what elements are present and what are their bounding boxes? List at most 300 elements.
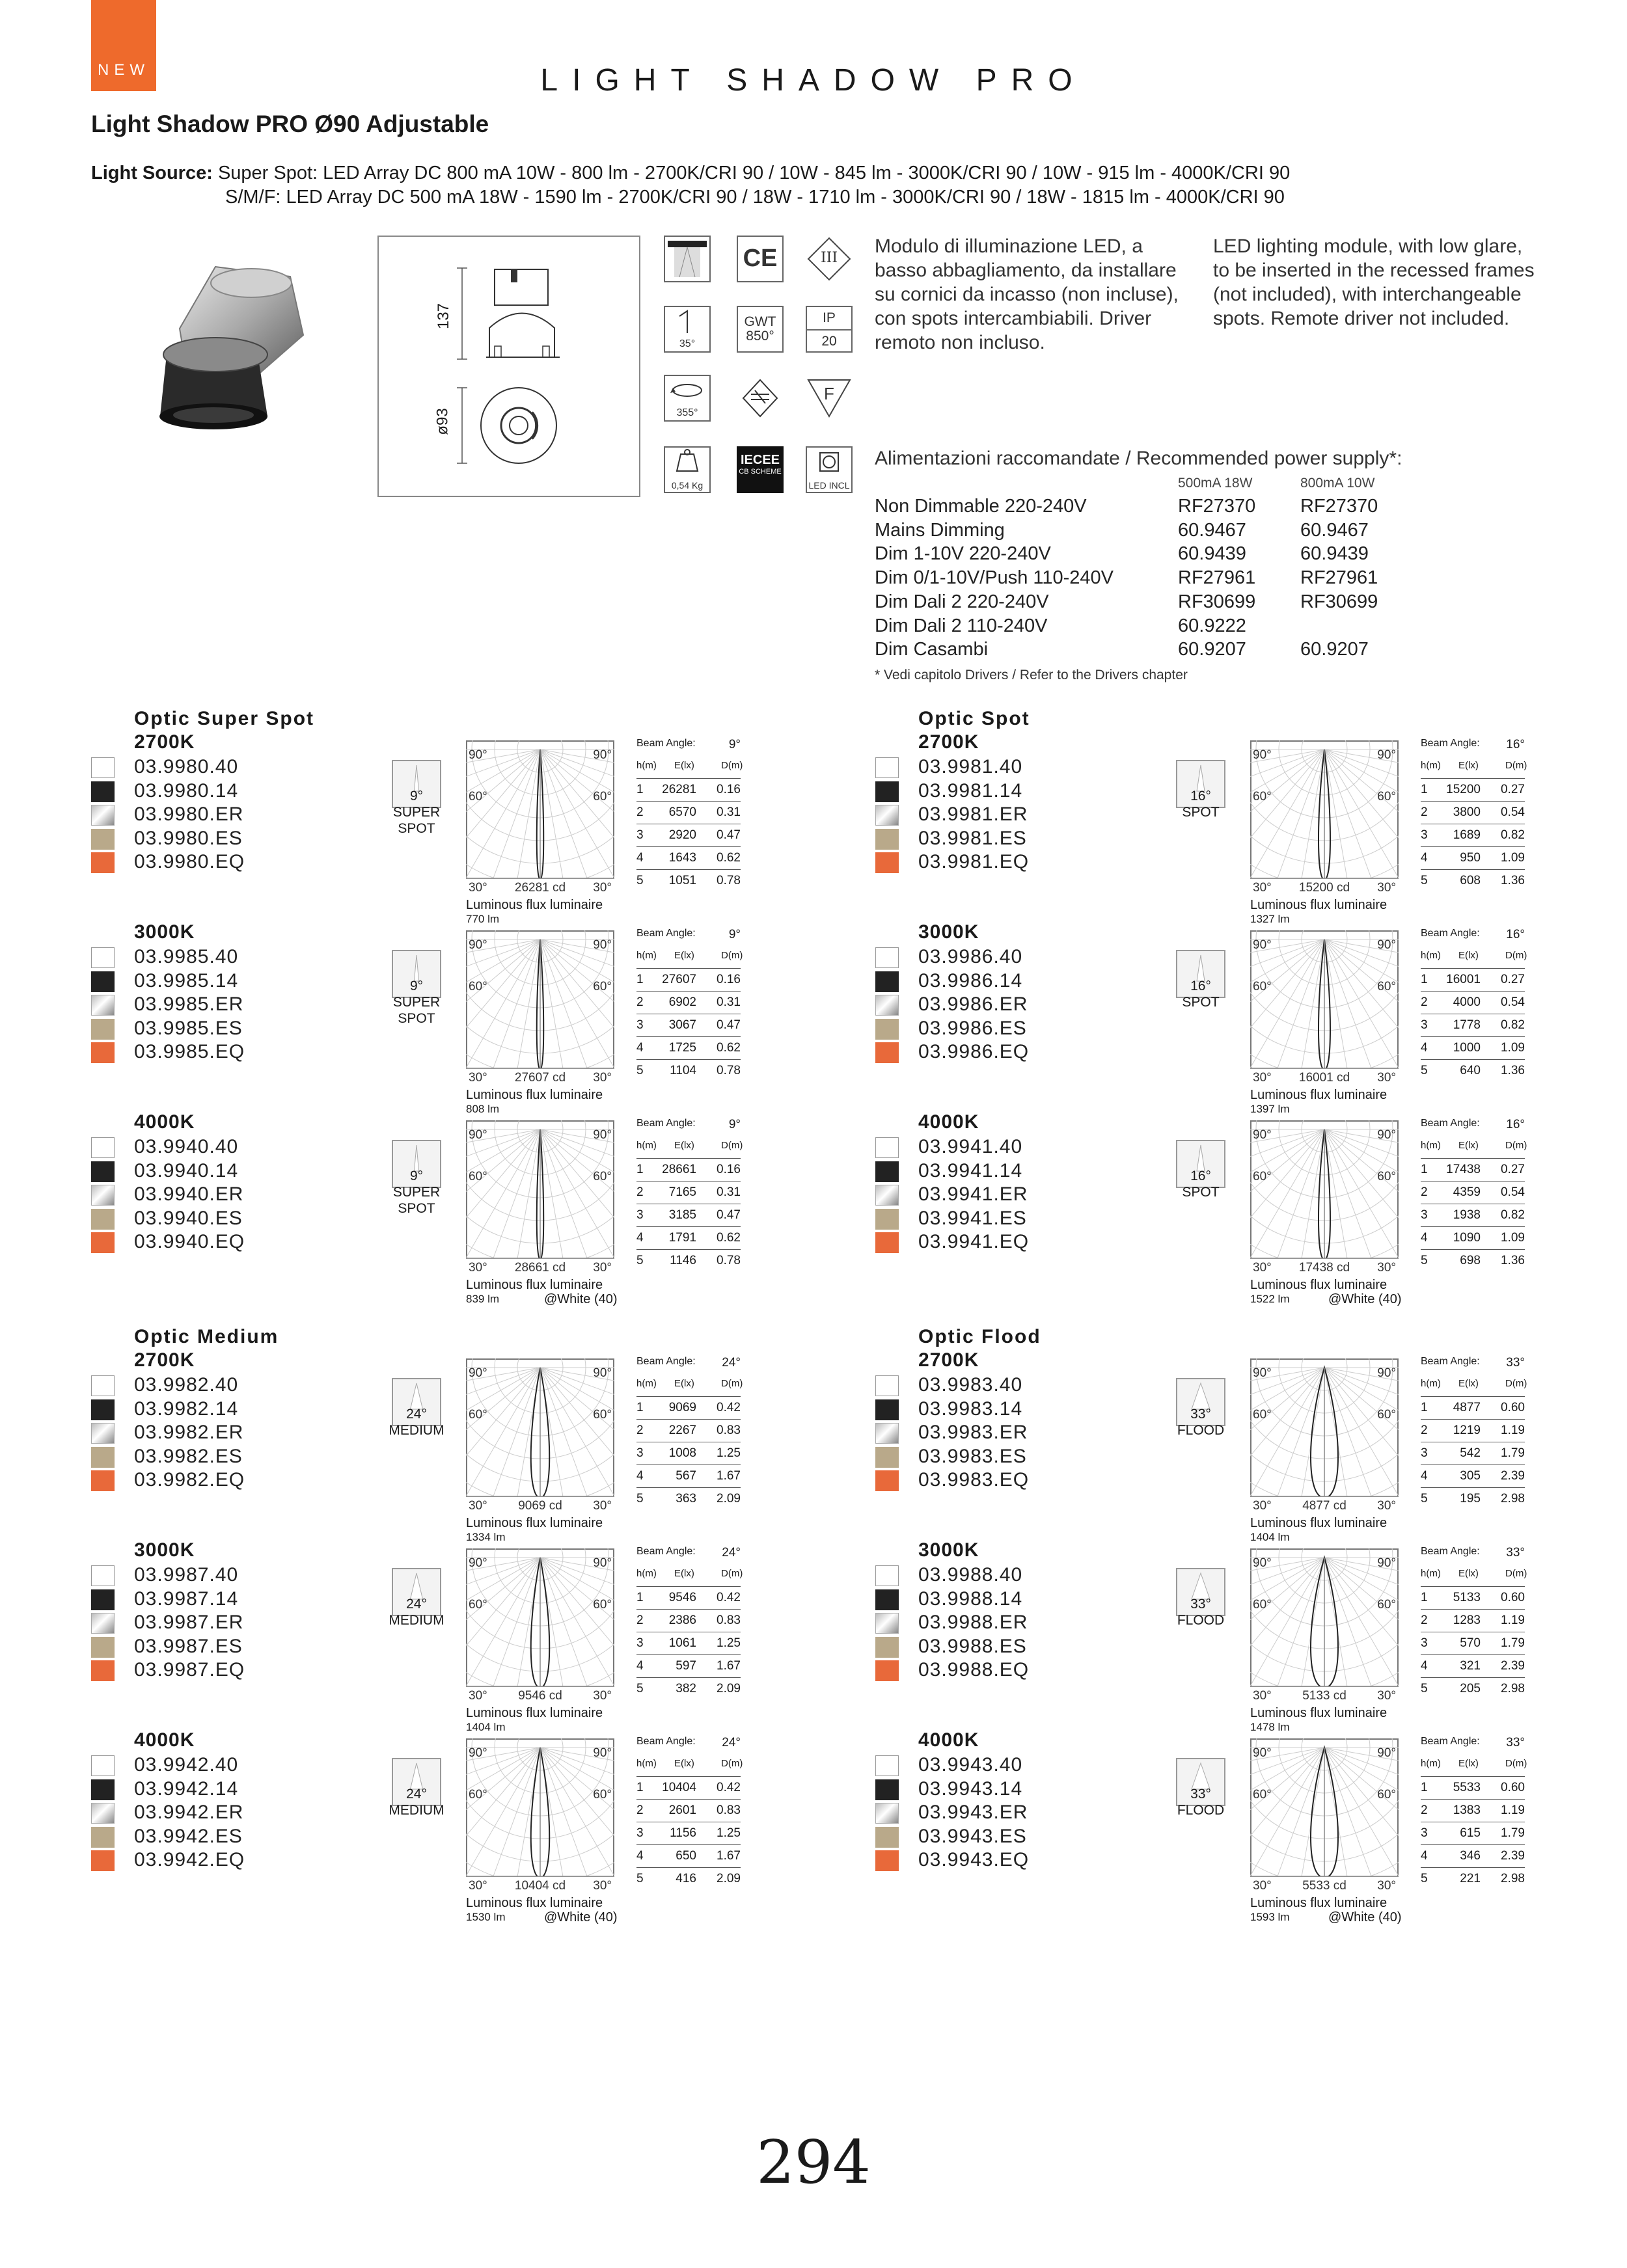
table-cell: 1 [1421,1591,1428,1604]
power-supply-type: Dim 0/1-10V/Push 110-240V [875,567,1114,589]
beam-angle-value: 24° [406,1787,427,1802]
table-cell: 2 [1421,1185,1428,1199]
polar-angle-label: 90° [1377,1556,1396,1570]
table-cell: 2 [1421,1613,1428,1627]
illuminance-table [1421,734,1525,892]
finish-swatch-chrome [91,1803,115,1824]
table-cell: 1.09 [1501,1231,1525,1245]
table-cell: 4 [636,1231,644,1245]
table-cell: 0.31 [717,1185,741,1199]
polar-angle-label: 60° [469,790,487,803]
article-code: 03.9940.ES [134,1207,243,1229]
finish-swatch-chrome [875,1185,899,1206]
table-cell: 0.60 [1501,1781,1525,1794]
beam-angle-value: 33° [1506,1356,1525,1370]
illuminance-table [636,1542,741,1700]
article-code: 03.9941.ER [918,1183,1028,1205]
table-header-cell: E(lx) [1458,1568,1479,1579]
table-row [1421,1610,1525,1632]
beam-angle-row [636,1732,741,1754]
table-row [636,1678,741,1700]
table-header-cell: D(m) [1505,1568,1527,1579]
finish-swatch-black [875,971,899,992]
table-row [636,1845,741,1868]
table-cell: 2.98 [1501,1492,1525,1505]
peak-intensity-label: 26281 cd [514,881,566,895]
color-temperature: 4000K [918,1111,979,1133]
table-cell: 1283 [1453,1613,1481,1627]
article-code: 03.9985.40 [134,946,239,967]
table-row [636,1655,741,1678]
polar-angle-label: 30° [469,1689,487,1703]
table-header-cell: D(m) [1505,1758,1527,1769]
peak-intensity-label: 28661 cd [514,1261,566,1275]
beam-angle-label: Beam Angle: [636,1546,696,1557]
table-row [636,1037,741,1060]
luminous-flux [1250,1706,1387,1735]
finish-swatch-orange [875,1042,899,1063]
table-cell: 2.39 [1501,1849,1525,1863]
finish-swatch-gold [875,1209,899,1230]
table-row [1421,969,1525,992]
polar-diagram [1250,1738,1399,1893]
power-supply-code: 60.9207 [1178,639,1246,660]
polar-angle-label: 60° [1377,1408,1396,1422]
led-included-label: LED INCL [808,480,850,491]
luminous-flux-value: 770 lm [466,913,500,925]
luminous-flux-value: 1522 lm [1250,1293,1290,1305]
luminous-flux-label: Luminous flux luminaire [466,898,603,912]
polar-angle-label: 30° [469,1261,487,1275]
table-cell: 567 [676,1469,696,1483]
peak-intensity-label: 5533 cd [1302,1879,1347,1893]
table-cell: 0.78 [717,874,741,887]
polar-angle-label: 30° [1377,1499,1396,1513]
finish-swatch-orange [91,1850,115,1871]
table-row [636,1250,741,1272]
table-cell: 1.79 [1501,1636,1525,1650]
table-cell: 2 [636,995,644,1009]
table-row [636,1420,741,1442]
luminous-flux-value: 1327 lm [1250,913,1290,925]
article-code: 03.9940.ER [134,1183,244,1205]
table-row [1421,802,1525,824]
table-cell: 615 [1460,1826,1481,1840]
finish-swatch-gold [91,1827,115,1848]
article-code: 03.9985.14 [134,969,239,992]
table-row [636,1587,741,1610]
table-cell: 2267 [668,1424,696,1437]
power-supply-type: Dim Dali 2 220-240V [875,591,1049,612]
table-cell: 1725 [668,1041,696,1055]
color-temperature: 2700K [918,731,979,753]
class-3-label: III [820,250,838,266]
beam-type-line-2: SPOT [398,1201,435,1216]
table-header-cell: D(m) [1505,1140,1527,1151]
finish-swatch-white [875,1137,899,1158]
article-code: 03.9942.40 [134,1754,239,1775]
peak-intensity-label: 17438 cd [1298,1261,1350,1275]
table-cell: 1090 [1453,1231,1481,1245]
table-cell: 1.36 [1501,1254,1525,1267]
light-source-text-2: S/M/F: LED Array DC 500 mA 18W - 1590 lm - 2700K/CRI 90 / 18W - 1710 lm - 3000K/CRI 90 / 18W - 1815 lm - 4000K/CRI 90 [225,187,1285,208]
table-row [1421,779,1525,802]
table-cell: 0.16 [717,783,741,796]
polar-angle-label: 90° [469,1366,487,1380]
beam-angle-icon [392,1140,441,1188]
peak-intensity-label: 10404 cd [514,1879,566,1893]
table-header-cell: h(m) [636,1378,657,1389]
beam-angle-value: 24° [722,1356,741,1370]
table-cell: 0.60 [1501,1591,1525,1604]
finish-swatch-gold [875,1447,899,1468]
article-code: 03.9983.ER [918,1422,1028,1443]
finish-swatch-chrome [875,995,899,1016]
table-cell: 28661 [662,1163,696,1176]
beam-type-label [377,994,456,1027]
table-cell: 1146 [670,1254,696,1267]
polar-angle-label: 30° [1253,1689,1272,1703]
table-row [636,1465,741,1488]
article-code: 03.9983.14 [918,1397,1023,1420]
beam-type-line-1: SUPER [392,805,441,820]
polar-angle-label: 30° [1253,1879,1272,1893]
table-header-row [636,1374,741,1397]
table-cell: 3067 [668,1018,696,1032]
polar-angle-label: 90° [469,1746,487,1760]
table-header-cell: D(m) [1505,950,1527,961]
height-dimension: 137 [435,303,453,330]
luminous-flux-label: Luminous flux luminaire [1250,1088,1388,1102]
table-cell: 4 [1421,1231,1428,1245]
table-header-cell: E(lx) [674,950,694,961]
beam-angle-icon [1176,950,1225,998]
finish-swatch-white [875,757,899,778]
beam-type-line-1: FLOOD [1177,1613,1225,1628]
table-cell: 205 [1460,1682,1481,1695]
power-supply-type: Dim Casambi [875,639,989,660]
article-code: 03.9942.ES [134,1825,243,1847]
table-cell: 3 [636,1018,644,1032]
polar-angle-label: 30° [469,1499,487,1513]
article-code: 03.9980.ES [134,827,243,849]
table-cell: 4 [1421,1659,1428,1673]
table-header-cell: h(m) [1421,1378,1441,1389]
rotation-symbol [664,375,711,422]
finish-swatch-white [875,1375,899,1396]
luminous-flux [1250,1516,1387,1545]
table-row [1421,1181,1525,1204]
table-cell: 5 [636,1492,644,1505]
table-cell: 1643 [668,851,696,865]
table-header-cell: E(lx) [674,1568,694,1579]
power-supply-type: Non Dimmable 220-240V [875,496,1087,517]
table-header-row [1421,946,1525,969]
article-code: 03.9941.ES [918,1207,1027,1229]
finish-swatch-orange [875,852,899,873]
table-header-cell: E(lx) [674,1758,694,1769]
table-row [636,824,741,847]
table-row [1421,1227,1525,1250]
recessed-symbol [664,236,711,282]
polar-diagram [466,1548,614,1703]
beam-type-label [1162,1184,1240,1200]
table-cell: 6570 [668,805,696,819]
table-cell: 2.39 [1501,1469,1525,1483]
luminous-flux [1250,1088,1387,1116]
energy-icon [737,375,784,422]
power-supply-row [875,520,1460,544]
polar-diagram [466,740,614,895]
polar-angle-label: 90° [1377,938,1396,952]
table-cell: 7165 [668,1185,696,1199]
table-row [1421,1204,1525,1227]
table-cell: 17438 [1446,1163,1481,1176]
ip-symbol [806,306,853,353]
article-code: 03.9981.ER [918,803,1028,825]
polar-angle-label: 60° [1253,1408,1272,1422]
cb-scheme-label: CB SCHEME [739,468,782,476]
table-cell: 0.83 [717,1803,741,1817]
table-header-cell: D(m) [721,950,743,961]
weight-label: 0,54 Kg [671,480,704,491]
finish-swatch-chrome [91,1613,115,1634]
table-cell: 2386 [668,1613,696,1627]
table-cell: 1689 [1453,828,1481,842]
polar-angle-label: 30° [469,1879,487,1893]
article-code: 03.9987.14 [134,1587,239,1610]
polar-angle-label: 30° [1377,1689,1396,1703]
table-cell: 0.54 [1501,805,1525,819]
beam-angle-icon [392,760,441,808]
table-row [636,1397,741,1420]
table-cell: 2 [1421,805,1428,819]
polar-angle-label: 90° [593,1128,612,1142]
table-cell: 2601 [668,1803,696,1817]
table-cell: 1061 [668,1636,696,1650]
table-cell: 2 [1421,995,1428,1009]
table-cell: 5 [636,1682,644,1695]
polar-angle-label: 30° [1377,1261,1396,1275]
table-row [636,992,741,1014]
white-40-note: @White (40) [1328,1910,1402,1924]
finish-swatch-white [91,757,115,778]
color-temperature: 3000K [134,1539,195,1561]
beam-angle-label: Beam Angle: [636,1118,696,1129]
table-cell: 1 [1421,1401,1428,1414]
table-row [1421,1060,1525,1082]
color-temperature: 2700K [134,731,195,753]
power-supply-type: Dim Dali 2 110-240V [875,615,1048,636]
table-row [1421,1465,1525,1488]
new-badge [91,0,156,91]
polar-diagram [1250,1358,1399,1513]
beam-angle-value: 33° [1190,1597,1211,1612]
table-row [1421,1250,1525,1272]
illuminance-table [636,1114,741,1272]
finish-swatch-chrome [91,1423,115,1444]
table-row [1421,847,1525,870]
article-code: 03.9980.EQ [134,851,245,872]
table-cell: 3185 [668,1208,696,1222]
article-code: 03.9985.ES [134,1017,243,1039]
table-cell: 1156 [670,1826,696,1840]
table-cell: 5 [1421,874,1428,887]
beam-angle-value: 33° [1190,1787,1211,1802]
finish-swatch-black [91,781,115,802]
power-supply-code: RF30699 [1178,591,1256,612]
table-cell: 4000 [1453,995,1481,1009]
table-cell: 570 [1460,1636,1481,1650]
table-cell: 416 [676,1872,696,1885]
color-temperature: 3000K [918,921,979,943]
beam-type-label [1162,804,1240,820]
table-cell: 2.98 [1501,1682,1525,1695]
beam-type-label [377,1422,456,1438]
table-cell: 6902 [668,995,696,1009]
finish-swatch-black [91,1779,115,1800]
table-cell: 3 [636,1636,644,1650]
luminous-flux [1250,898,1387,926]
article-code: 03.9940.40 [134,1136,239,1157]
article-code: 03.9940.14 [134,1159,239,1181]
table-row [636,1159,741,1181]
table-cell: 2.39 [1501,1659,1525,1673]
table-cell: 2 [636,1424,644,1437]
table-cell: 221 [1460,1872,1481,1885]
power-supply-row [875,567,1460,591]
table-cell: 0.27 [1501,783,1525,796]
table-header-cell: h(m) [1421,1568,1441,1579]
table-cell: 1791 [668,1231,696,1245]
polar-angle-label: 30° [1253,1261,1272,1275]
polar-angle-label: 30° [593,1879,612,1893]
diameter-dimension: ø93 [433,408,452,435]
finish-swatch-gold [91,1019,115,1040]
table-row [1421,1397,1525,1420]
table-row [1421,1800,1525,1822]
table-header-cell: h(m) [636,1568,657,1579]
polar-angle-label: 30° [1377,881,1396,895]
beam-type-line-2: SPOT [398,1011,435,1026]
beam-angle-icon [392,1568,441,1616]
table-row [1421,1822,1525,1845]
table-row [1421,1678,1525,1700]
table-row [636,969,741,992]
article-code: 03.9988.ER [918,1612,1028,1633]
beam-type-line-1: SPOT [1182,995,1220,1010]
table-cell: 0.42 [717,1591,741,1604]
beam-angle-value: 33° [1506,1736,1525,1749]
beam-angle-label: Beam Angle: [636,1356,696,1367]
table-cell: 1 [636,1781,644,1794]
finish-swatch-gold [91,1209,115,1230]
table-cell: 27607 [662,973,696,986]
peak-intensity-label: 9069 cd [518,1499,562,1513]
finish-swatch-orange [91,1470,115,1491]
luminous-flux-value: 839 lm [466,1293,500,1305]
table-cell: 15200 [1446,783,1481,796]
table-row [1421,1655,1525,1678]
recessed-icon [665,237,709,281]
finish-swatch-gold [875,1827,899,1848]
table-cell: 1008 [668,1446,696,1460]
luminous-flux-label: Luminous flux luminaire [1250,1516,1388,1530]
table-cell: 305 [1460,1469,1481,1483]
table-header-cell: D(m) [721,1758,743,1769]
article-code: 03.9988.EQ [918,1659,1030,1681]
tilt-label: 35° [679,338,696,349]
polar-angle-label: 60° [1253,1788,1272,1802]
table-cell: 0.83 [717,1613,741,1627]
polar-diagram [1250,930,1399,1085]
table-row [1421,1420,1525,1442]
finish-swatch-chrome [91,1185,115,1206]
optic-title: Optic Spot [918,708,1030,729]
table-row [1421,1442,1525,1465]
finish-swatch-gold [875,829,899,850]
table-header-row [636,946,741,969]
article-code: 03.9981.EQ [918,851,1030,872]
polar-angle-label: 60° [1377,1598,1396,1612]
finish-swatch-gold [91,1447,115,1468]
table-header-cell: D(m) [721,760,743,771]
beam-angle-row [1421,1542,1525,1564]
table-cell: 2 [1421,1424,1428,1437]
beam-angle-row [636,1352,741,1374]
polar-diagram [1250,1548,1399,1703]
table-header-cell: D(m) [721,1568,743,1579]
table-header-cell: E(lx) [674,760,694,771]
polar-angle-label: 90° [1253,1556,1272,1570]
power-supply-code: 60.9439 [1300,543,1369,565]
beam-type-label [1162,1612,1240,1628]
table-header-cell: E(lx) [1458,1758,1479,1769]
luminous-flux-value: 1404 lm [466,1721,506,1733]
beam-type-line-1: MEDIUM [389,1613,444,1628]
finish-swatch-gold [875,1019,899,1040]
table-cell: 382 [676,1682,696,1695]
table-cell: 321 [1460,1659,1481,1673]
table-cell: 1219 [1453,1424,1481,1437]
table-header-row [1421,1136,1525,1159]
table-header-row [636,1136,741,1159]
iecee-label: IECEE [740,453,780,467]
article-code: 03.9981.14 [918,779,1023,802]
finish-swatch-chrome [91,995,115,1016]
luminous-flux-value: 1334 lm [466,1531,506,1543]
finish-swatch-black [875,1399,899,1420]
peak-intensity-label: 9546 cd [518,1689,562,1703]
table-cell: 4 [636,1041,644,1055]
table-header-cell: h(m) [636,1758,657,1769]
table-row [636,1227,741,1250]
table-row [636,1632,741,1655]
beam-angle-value: 16° [1506,928,1525,941]
beam-angle-icon [1176,1378,1225,1426]
table-cell: 2 [636,1613,644,1627]
table-header-cell: h(m) [1421,950,1441,961]
finish-swatch-orange [91,852,115,873]
beam-angle-value: 16° [1506,738,1525,751]
illuminance-table [1421,1352,1525,1510]
table-cell: 5 [1421,1682,1428,1695]
beam-angle-value: 24° [406,1597,427,1612]
finish-swatch-black [91,1399,115,1420]
polar-angle-label: 90° [469,1128,487,1142]
article-code: 03.9941.EQ [918,1231,1030,1252]
article-code: 03.9983.ES [918,1445,1027,1467]
